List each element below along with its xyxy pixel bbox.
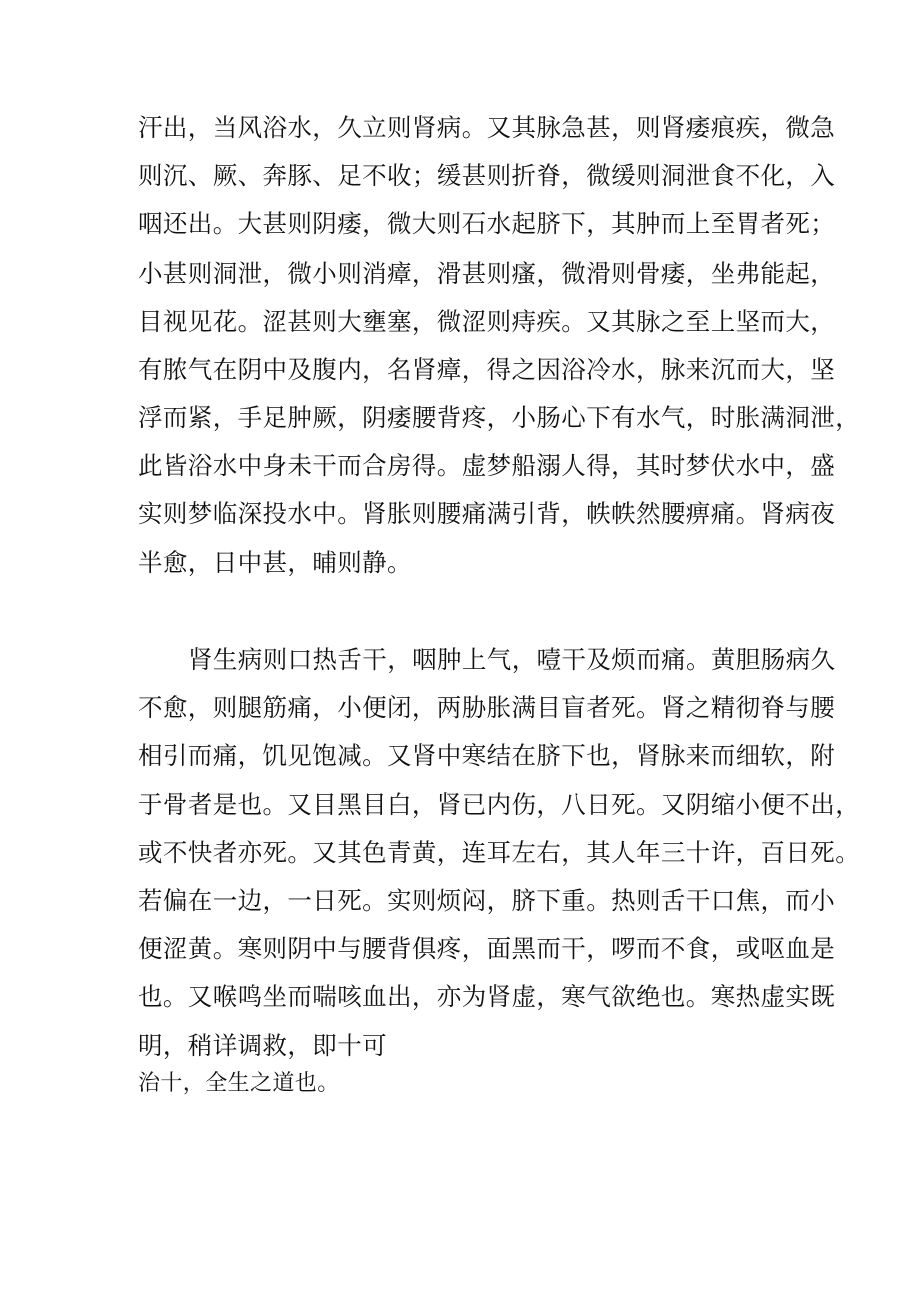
text-line: 半愈，日中甚，晡则静。 xyxy=(138,548,412,577)
text-line: 肾生病则口热舌干，咽肿上气，噎干及烦而痛。黄胆肠病久 xyxy=(188,645,836,674)
text-line: 也。又喉鸣坐而喘咳血出，亦为肾虚，寒气欲绝也。寒热虚实既 xyxy=(138,982,836,1011)
text-line: 浮而紧，手足肿厥，阴痿腰背疼，小肠心下有水气，时胀满洞泄， xyxy=(138,403,861,432)
text-line: 目视见花。涩甚则大壅塞，微涩则痔疾。又其脉之至上坚而大， xyxy=(138,307,836,336)
text-line: 实则梦临深投水中。肾胀则腰痛满引背，帙帙然腰痹痛。肾病夜 xyxy=(138,499,836,528)
text-line: 于骨者是也。又目黑目白，肾已内伤，八日死。又阴缩小便不出， xyxy=(138,790,861,819)
text-line: 此皆浴水中身未干而合房得。虚梦船溺人得，其时梦伏水中，盛 xyxy=(138,451,836,480)
text-line: 汗出，当风浴水，久立则肾病。又其脉急甚，则肾痿痕疾，微急 xyxy=(138,113,836,142)
text-line: 有脓气在阴中及腹内，名肾瘴，得之因浴冷水，脉来沉而大，坚 xyxy=(138,355,836,384)
text-line: 不愈，则腿筋痛，小便闭，两胁胀满目盲者死。肾之精彻脊与腰 xyxy=(138,693,836,722)
text-line: 则沉、厥、奔豚、足不收；缓甚则折脊，微缓则洞泄食不化，入 xyxy=(138,161,836,190)
text-line: 小甚则洞泄，微小则消瘴，滑甚则瘙，微滑则骨痿，坐弗能起， xyxy=(138,259,836,288)
text-line: 相引而痛，饥见饱减。又肾中寒结在脐下也，肾脉来而细软，附 xyxy=(138,741,836,770)
text-line: 或不快者亦死。又其色青黄，连耳左右，其人年三十许，百日死。 xyxy=(138,838,861,867)
text-line: 明，稍详调救，即十可 xyxy=(138,1031,387,1060)
text-line: 咽还出。大甚则阴痿，微大则石水起脐下，其肿而上至胃者死； xyxy=(138,209,836,238)
text-line: 便涩黄。寒则阴中与腰背俱疼，面黑而干，啰而不食，或呕血是 xyxy=(138,934,836,963)
text-line: 若偏在一边，一日死。实则烦闷，脐下重。热则舌干口焦，而小 xyxy=(138,886,836,915)
text-line: 治十，全生之道也。 xyxy=(138,1071,340,1096)
